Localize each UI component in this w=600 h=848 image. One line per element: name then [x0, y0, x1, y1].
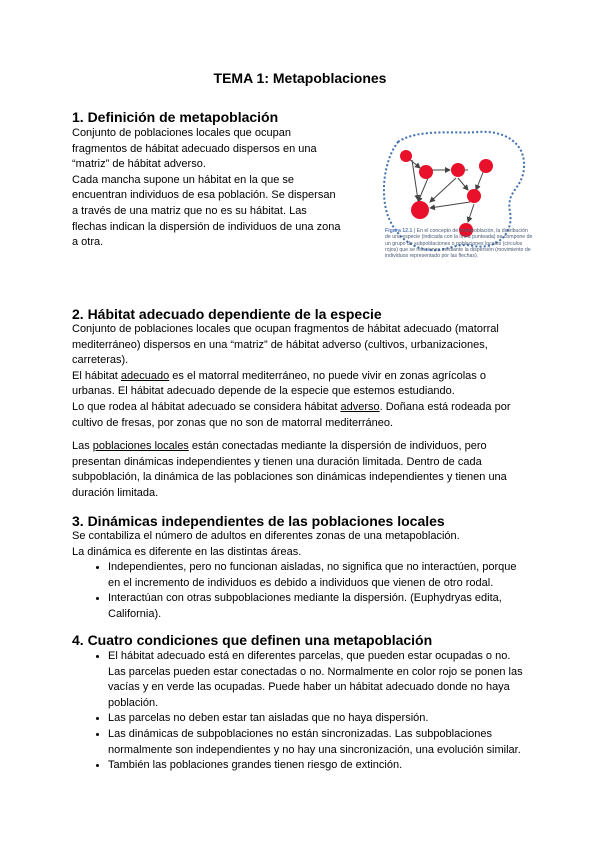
patch-b — [419, 165, 433, 179]
figure-caption-label: Figura 12.1 — [385, 228, 413, 234]
section-1-body — [72, 126, 372, 251]
s2-paragraph: Conjunto de poblaciones locales que ocupan fragmentos de hábitat adecuado (matorral mediterráneo) dispersos en una “matriz” de hábitat adverso (cultivos, urbanizaciones, carreteras). — [72, 323, 499, 367]
patch-d — [479, 159, 493, 173]
figure-caption-text: En el concepto de metapoblación, la distribución de una especie (indicada con la línea punteada) se compone de un grupo de subpoblaciones o poblaciones locales (círculos rojos) que se relacionan mediante la dispersión (movimiento de individuos representado por las flechas). — [385, 228, 533, 260]
figure-caption: Figura 12.1 | En el concepto de metapoblación, la distribución de una especie (indicada con la línea punteada) se compone de un grupo de subpoblaciones o poblaciones locales (círculos rojos) que se relacionan mediante la dispersión (movimiento de individuos representado por las flechas). — [385, 228, 533, 260]
s2-paragraph: El hábitat adecuado es el matorral mediterráneo, no puede vivir en zonas agrícolas o urbanas. El hábitat adecuado depende de la especie que estemos estudiando. — [72, 369, 486, 398]
section-2-body — [72, 322, 528, 431]
section-2-heading: 2. Hábitat adecuado dependiente de la especie — [72, 306, 382, 322]
page-title: TEMA 1: Metapoblaciones — [213, 70, 387, 86]
s1-line: fragmentos de hábitat adecuado dispersos en una — [72, 142, 317, 155]
s3-bullet-list — [72, 560, 528, 622]
list-item: • Las parcelas no deben estar tan aisladas que no haya dispersión. — [108, 711, 528, 727]
section-3-body — [72, 529, 528, 623]
section-1-heading: 1. Definición de metapoblación — [72, 109, 279, 125]
patch-f — [411, 201, 429, 219]
s1-line: a través de una matriz que no es su hábitat. Las — [72, 204, 307, 217]
s3-line: Se contabiliza el número de adultos en diferentes zonas de una metapoblación. — [72, 530, 460, 542]
s1-line: Conjunto de poblaciones locales que ocupan — [72, 127, 291, 139]
s2-paragraph: Lo que rodea al hábitat adecuado se considera hábitat adverso. Doñana está rodeada por cultivo de fresas, por zonas que no son de matorral mediterráneo. — [72, 400, 511, 429]
section-4-heading: 4. Cuatro condiciones que definen una metapoblación — [72, 632, 433, 648]
section-4-body — [72, 649, 528, 774]
patch-e — [467, 189, 481, 203]
list-item: • Interactúan con otras subpoblaciones mediante la dispersión. (Euphydryas edita, California). — [108, 591, 528, 622]
s1-line: encuentran individuos de esa población. Se dispersan — [72, 189, 336, 202]
patch-a — [400, 150, 412, 162]
s1-line: a otra. — [72, 236, 104, 249]
s1-line: Cada mancha supone un hábitat en la que se — [72, 173, 294, 186]
list-item: • También las poblaciones grandes tienen riesgo de extinción. — [108, 758, 528, 774]
section-3-heading: 3. Dinámicas independientes de las poblaciones locales — [72, 513, 445, 529]
list-item: • Independientes, pero no funcionan aisladas, no significa que no interactúen, porque en el incremento de individuos es debido a individuos que vienen de otro rodal. — [108, 560, 528, 591]
s1-line: “matriz” de hábitat adverso. — [72, 158, 206, 171]
s4-bullet-list — [72, 649, 528, 774]
patch-c — [451, 163, 465, 177]
s1-line: flechas indican la dispersión de individuos de una zona — [72, 220, 341, 233]
s3-line: La dinámica es diferente en las distintas áreas. — [72, 545, 302, 558]
list-item: • Las dinámicas de subpoblaciones no están sincronizadas. Las subpoblaciones normalmente son independientes y no hay una sincronización, una evolución similar. — [108, 727, 528, 758]
list-item: • El hábitat adecuado está en diferentes parcelas, que pueden estar ocupadas o no. Las parcelas pueden estar conectadas o no. Normalmente en color rojo se ponen las vacías y en verde las ocupadas. Puede haber un hábitat adecuado donde no haya población. — [108, 649, 528, 711]
section-2-local-populations: Las poblaciones locales están conectadas mediante la dispersión de individuos, pero presentan dinámicas independientes y tienen una duración limitada. Dentro de cada subpoblación, la dinámica de las poblaciones son dinámicas independientes y tienen una duración limitada. — [72, 440, 507, 499]
